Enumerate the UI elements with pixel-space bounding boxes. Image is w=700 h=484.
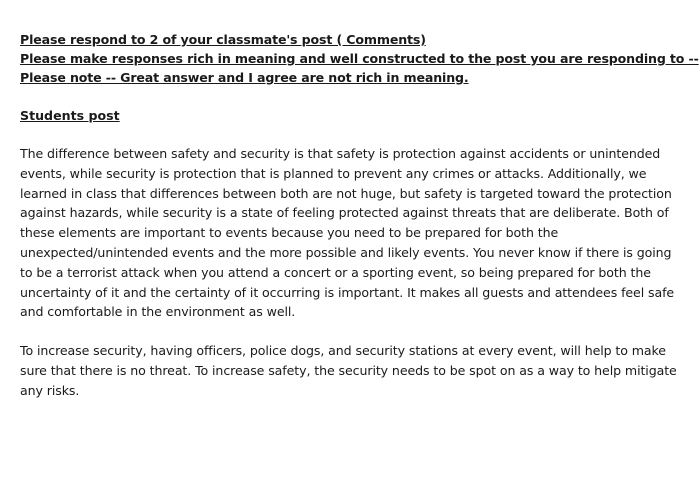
post-paragraph-2: To increase security, having officers, police dogs, and security stations at every event, will help to make sure that there is no threat. To increase safety, the security needs to be spot on as a way to help mitigate any risks. [20,343,677,398]
instruction-line-2: Please make responses rich in meaning and well constructed to the post you are responding to -- [20,51,699,66]
instruction-line-1: Please respond to 2 of your classmate's post ( Comments) [20,32,426,47]
post-paragraph-1: The difference between safety and security is that safety is protection against accidents or unintended events, while security is protection that is planned to prevent any crimes or attacks. Additionally, we learned in class that differences between both are not huge, but safety is targeted toward the protection against hazards, while security is a state of feeling protected against threats that are deliberate. Both of these elements are important to events because you need to be prepared for both the unexpected/unintended events and the more possible and likely events. You never know if there is going to be a terrorist attack when you attend a concert or a sporting event, so being prepared for both the uncertainty of it and the certainty of it occurring is important. It makes all guests and attendees feel safe and comfortable in the environment as well. [20,146,675,320]
students-post-heading: Students post [20,108,120,123]
document-page [20,30,699,401]
instruction-line-3: Please note -- Great answer and I agree are not rich in meaning. [20,70,469,85]
